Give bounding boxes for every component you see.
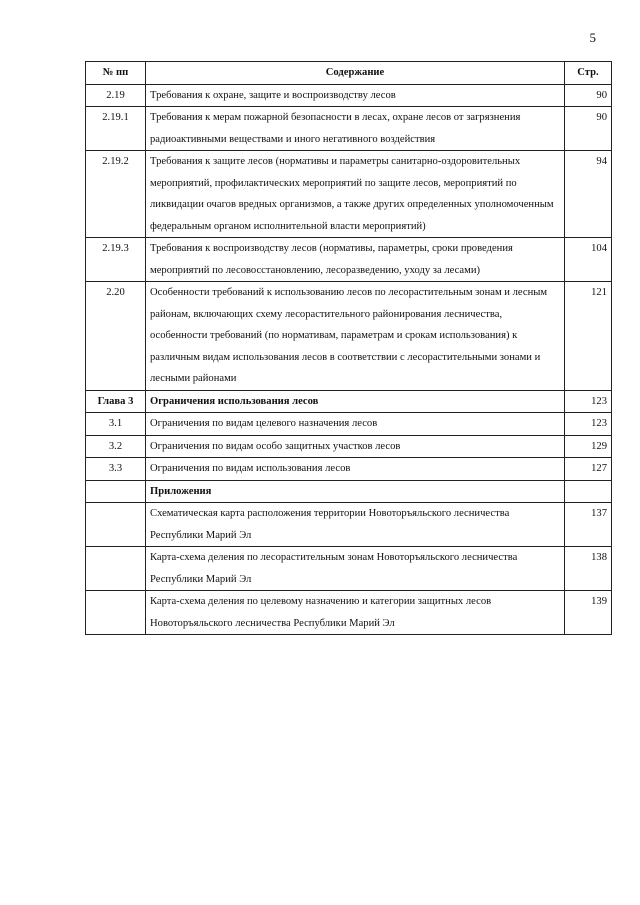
header-contents: Содержание <box>146 62 565 85</box>
row-title: Ограничения по видам целевого назначения лесов <box>146 413 565 436</box>
row-number <box>86 480 146 503</box>
row-page: 137 <box>565 503 612 547</box>
row-number <box>86 503 146 547</box>
row-title: Карта-схема деления по целевому назначению и категории защитных лесов Новоторъяльского лесничества Республики Марий Эл <box>146 591 565 635</box>
table-row-appendix-heading <box>86 480 612 503</box>
row-page: 90 <box>565 107 612 151</box>
row-number: 3.3 <box>86 458 146 481</box>
row-title: Приложения <box>146 480 565 503</box>
row-page: 121 <box>565 282 612 391</box>
table-row <box>86 238 612 282</box>
row-page: 138 <box>565 547 612 591</box>
row-page: 104 <box>565 238 612 282</box>
table-row-chapter <box>86 390 612 413</box>
table-row <box>86 503 612 547</box>
row-title: Особенности требований к использованию лесов по лесорастительным зонам и лесным районам, включающих схему лесорастительного районирования лесничества, особенности требований (по нормативам, параметрам и срокам использования) к различным видам использования лесов в соответствии с лесорастительными зонами и лесными районами <box>146 282 565 391</box>
row-number <box>86 547 146 591</box>
row-title: Ограничения по видам особо защитных участков лесов <box>146 435 565 458</box>
row-title: Ограничения по видам использования лесов <box>146 458 565 481</box>
row-title: Требования к мерам пожарной безопасности в лесах, охране лесов от загрязнения радиоактивными веществами и иного негативного воздействия <box>146 107 565 151</box>
row-title: Требования к воспроизводству лесов (нормативы, параметры, сроки проведения мероприятий по лесовосстановлению, лесоразведению, уходу за лесами) <box>146 238 565 282</box>
row-page: 139 <box>565 591 612 635</box>
table-row <box>86 84 612 107</box>
row-title: Схематическая карта расположения территории Новоторъяльского лесничества Республики Марий Эл <box>146 503 565 547</box>
row-number: 2.19.1 <box>86 107 146 151</box>
table-row <box>86 413 612 436</box>
table-header-row <box>86 62 612 85</box>
row-title: Ограничения использования лесов <box>146 390 565 413</box>
row-page: 123 <box>565 390 612 413</box>
row-page: 94 <box>565 151 612 238</box>
row-page: 123 <box>565 413 612 436</box>
table-row <box>86 458 612 481</box>
row-page: 90 <box>565 84 612 107</box>
row-number: 2.19.3 <box>86 238 146 282</box>
row-number: 2.20 <box>86 282 146 391</box>
table-row <box>86 151 612 238</box>
row-number <box>86 591 146 635</box>
table-row <box>86 591 612 635</box>
row-page: 127 <box>565 458 612 481</box>
row-number: 3.2 <box>86 435 146 458</box>
table-row <box>86 435 612 458</box>
row-number: 2.19 <box>86 84 146 107</box>
contents-table <box>85 61 612 635</box>
table-row <box>86 547 612 591</box>
header-page: Стр. <box>565 62 612 85</box>
row-page: 129 <box>565 435 612 458</box>
row-title: Требования к защите лесов (нормативы и параметры санитарно-оздоровительных мероприятий, профилактических мероприятий по защите лесов, мероприятий по ликвидации очагов вредных организмов, а также других определенных уполномоченным федеральным органом исполнительной власти мероприятий) <box>146 151 565 238</box>
header-number: № пп <box>86 62 146 85</box>
row-number: 3.1 <box>86 413 146 436</box>
table-row <box>86 107 612 151</box>
row-number: 2.19.2 <box>86 151 146 238</box>
row-title: Карта-схема деления по лесорастительным зонам Новоторъяльского лесничества Республики Марий Эл <box>146 547 565 591</box>
row-title: Требования к охране, защите и воспроизводству лесов <box>146 84 565 107</box>
row-page <box>565 480 612 503</box>
row-number: Глава 3 <box>86 390 146 413</box>
table-row <box>86 282 612 391</box>
page-number: 5 <box>589 30 596 45</box>
